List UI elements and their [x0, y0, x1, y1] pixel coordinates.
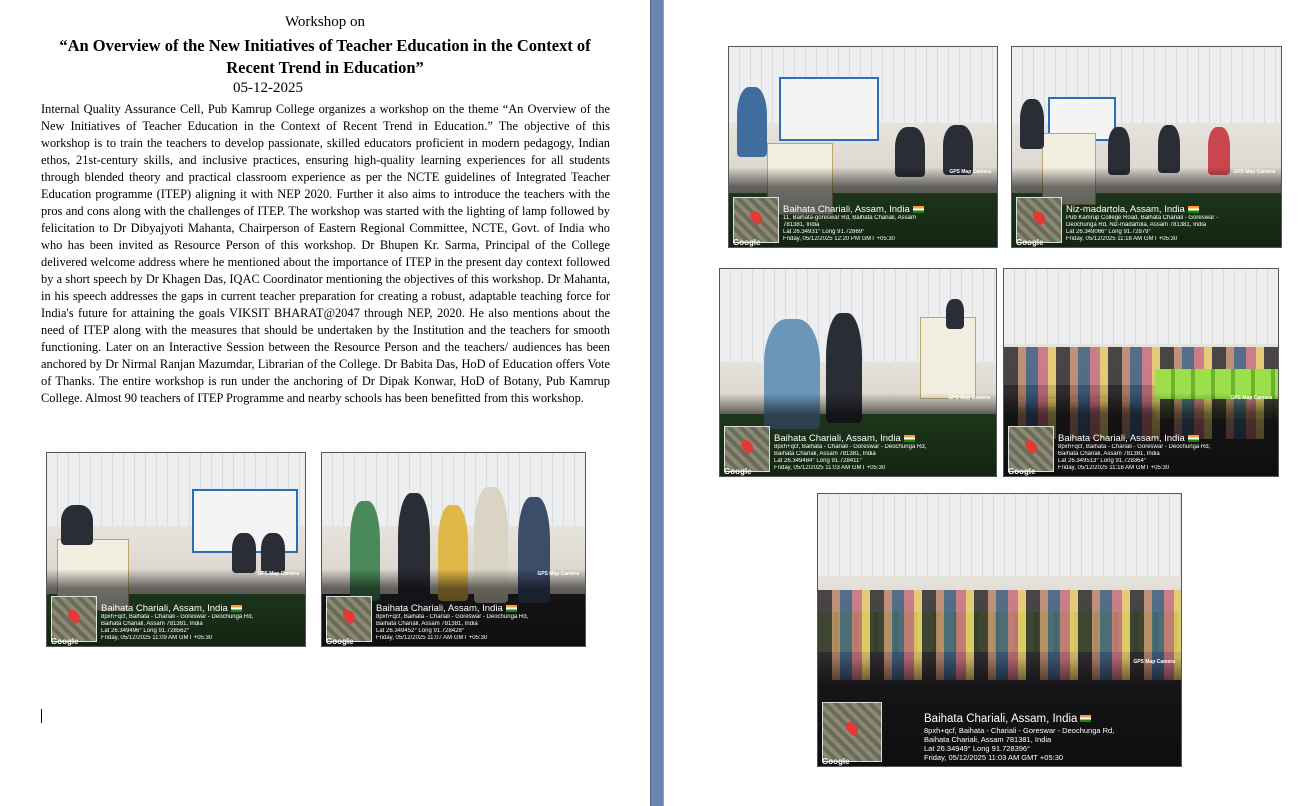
gps-coordinates: Lat 26.349066° Long 91.72879°	[1066, 229, 1151, 235]
gps-place: Baihata Chariali, Assam, India	[783, 204, 910, 215]
india-flag-icon	[1188, 206, 1199, 213]
gps-address: Baihata Chariali, Assam 781381, India	[1058, 451, 1160, 457]
map-thumbnail	[51, 596, 97, 642]
gps-address: 781381, India	[783, 222, 820, 228]
gps-brand-label: GPS Map Camera	[1230, 395, 1272, 402]
map-pin-icon	[748, 209, 765, 226]
india-flag-icon	[913, 206, 924, 213]
gps-coordinates: Lat 26.349452° Long 91.728428°	[376, 628, 465, 634]
gps-address: Baihata Chariali, Assam 781381, India	[924, 735, 1052, 744]
gps-address: 11, Baihata-goreswar Rd, Baihata Chariali, Assam	[783, 215, 916, 221]
gps-timestamp: Friday, 05/12/2025 12:20 PM GMT +05:30	[783, 236, 896, 242]
map-thumbnail	[326, 596, 372, 642]
gps-address: 8pxh+qcf, Baihata - Chariali - Goreswar - Deochunga Rd,	[101, 614, 254, 620]
photo-panel-stage[interactable]	[1011, 46, 1282, 248]
gps-address: 8pxh+qcf, Baihata - Chariali - Goreswar - Deochunga Rd,	[376, 614, 529, 620]
gps-timestamp: Friday, 05/12/2025 11:03 AM GMT +05:30	[774, 465, 886, 471]
gps-brand-label: GPS Map Camera	[948, 395, 990, 402]
gps-address: Pub Kamrup College Road, Baihata Chariali - Goreswar -	[1066, 215, 1219, 221]
gps-place: Baihata Chariali, Assam, India	[101, 603, 228, 614]
map-pin-icon	[1023, 438, 1040, 455]
gps-address: 8pxh+qcf, Baihata - Chariali - Goreswar - Deochunga Rd,	[1058, 444, 1211, 450]
photo-speaker-stage[interactable]	[728, 46, 998, 248]
google-logo: Google	[822, 757, 850, 766]
gps-place: Baihata Chariali, Assam, India	[1058, 433, 1185, 444]
map-thumbnail	[1008, 426, 1054, 472]
gps-brand-label: GPS Map Camera	[1133, 659, 1175, 666]
gps-timestamp: Friday, 05/12/2025 11:07 AM GMT +05:30	[376, 635, 488, 641]
gps-coordinates: Lat 26.34931° Long 91.72869°	[783, 229, 865, 235]
gps-place: Baihata Chariali, Assam, India	[774, 433, 901, 444]
gps-brand-label: GPS Map Camera	[1233, 169, 1275, 175]
map-pin-icon	[1031, 209, 1048, 226]
map-pin-icon	[341, 608, 358, 625]
map-thumbnail	[822, 702, 882, 762]
google-logo: Google	[51, 637, 79, 646]
workshop-report-paragraph[interactable]: Internal Quality Assurance Cell, Pub Kamrup College organizes a workshop on the theme “An Overview of the New Initiatives of Teacher Education in the Context of Recent Trend in Education.” The objective of this workshop is to train the teachers to develop passionate, skilled educators proficient in modern pedagogy, Indian ethos, 21st-century skills, and inclusive practices, ensuring high-quality learning experiences for all students through blended theory and practical classroom experience as per the NCTE guidelines of Integrated Teacher Education programme (ITEP) aligning it with NEP 2020. Further it also aims to introduce the teachers with the pros and cons along with the challenges of ITEP. The workshop was started with the lighting of lamp followed by felicitation to Dr Dibyajyoti Mahanta, Chairperson of Eastern Regional Committee, NCTE, Govt. of India who who has been invited as Resource Person of this workshop. Dr Bhupen Kr. Sarma, Principal of the College delivered welcome address where he mentioned about the importance of ITEP in the present day context followed by a short speech by Dr Khagen Das, IQAC Coordinator mentioning the objectives of this workshop. Dr Mahanta, in his speech addresses the gaps in current teacher preparation for creating a robust, adaptable teaching force for India's future for attaining the goals VIKSIT BHARAT@2047 through NEP, 2020. He also mentions about the need of ITEP along with the measures that should be undertaken by the Institution and the teachers for smooth functioning. Later on an Interactive Session between the Resource Person and the teachers/ audiences has been anchored by Dr Nirmal Ranjan Mazumdar, Librarian of the College. Dr Babita Das, HoD of Education offers Vote of Thanks. The entire workshop is run under the anchoring of Dr Dipak Konwar, HoD of Botany, Pub Kamrup College. Almost 90 teachers of ITEP Programme and nearby schools has been benefitted from this workshop.	[41, 102, 610, 405]
gps-timestamp: Friday, 05/12/2025 11:03 AM GMT +05:30	[924, 753, 1064, 762]
india-flag-icon	[231, 605, 242, 612]
workshop-pre-title: Workshop on	[284, 14, 366, 30]
photo-audience-left[interactable]	[1003, 268, 1279, 477]
gps-coordinates: Lat 26.34949° Long 91.728396°	[924, 744, 1031, 753]
google-logo: Google	[1008, 467, 1036, 476]
google-logo: Google	[724, 467, 752, 476]
photo-audience-large[interactable]	[817, 493, 1182, 767]
gps-place: Baihata Chariali, Assam, India	[924, 713, 1078, 725]
photo-lamp-lighting[interactable]	[719, 268, 997, 477]
page-divider	[650, 0, 664, 806]
gps-address: Deochunga Rd, Niz-madartola, Assam 781381, India	[1066, 222, 1207, 228]
google-logo: Google	[1016, 238, 1044, 247]
gps-address: 8pxh+qcf, Baihata - Chariali - Goreswar - Deochunga Rd,	[774, 444, 927, 450]
map-pin-icon	[739, 438, 756, 455]
gps-coordinates: Lat 26.349513° Long 91.728364°	[1058, 458, 1147, 464]
google-logo: Google	[733, 238, 761, 247]
map-thumbnail	[1016, 197, 1062, 243]
gps-address: Baihata Chariali, Assam 781381, India	[101, 621, 203, 627]
india-flag-icon	[1080, 715, 1091, 722]
map-pin-icon	[844, 720, 861, 737]
gps-timestamp: Friday, 05/12/2025 11:18 AM GMT +05:30	[1066, 236, 1178, 242]
gps-brand-label: GPS Map Camera	[537, 570, 579, 577]
gps-address: Baihata Chariali, Assam 781381, India	[774, 451, 876, 457]
gps-brand-label: GPS Map Camera	[949, 169, 991, 175]
photo-felicitation[interactable]	[321, 452, 586, 647]
gps-timestamp: Friday, 05/12/2025 11:18 AM GMT +05:30	[1058, 465, 1170, 471]
workshop-title: “An Overview of the New Initiatives of Teacher Education in the Context of Recent Trend in Education”	[59, 36, 591, 77]
workshop-date: 05-12-2025	[233, 80, 303, 96]
gps-coordinates: Lat 26.349496° Long 91.728562°	[101, 628, 190, 634]
gps-place: Niz-madartola, Assam, India	[1066, 204, 1185, 215]
photo-speaker-podium[interactable]	[46, 452, 306, 647]
india-flag-icon	[1188, 435, 1199, 442]
document-page-right	[664, 0, 1298, 806]
text-cursor	[41, 709, 42, 723]
gps-address: Baihata Chariali, Assam 781381, India	[376, 621, 478, 627]
gps-place: Baihata Chariali, Assam, India	[376, 603, 503, 614]
gps-brand-label: GPS Map Camera	[257, 570, 299, 577]
gps-address: 8pxh+qcf, Baihata - Chariali - Goreswar - Deochunga Rd,	[924, 726, 1115, 735]
map-thumbnail	[733, 197, 779, 243]
google-logo: Google	[326, 637, 354, 646]
india-flag-icon	[904, 435, 915, 442]
india-flag-icon	[506, 605, 517, 612]
gps-timestamp: Friday, 05/12/2025 11:09 AM GMT +05:30	[101, 635, 213, 641]
map-pin-icon	[66, 608, 83, 625]
gps-coordinates: Lat 26.349484° Long 91.728411°	[774, 458, 862, 464]
map-thumbnail	[724, 426, 770, 472]
